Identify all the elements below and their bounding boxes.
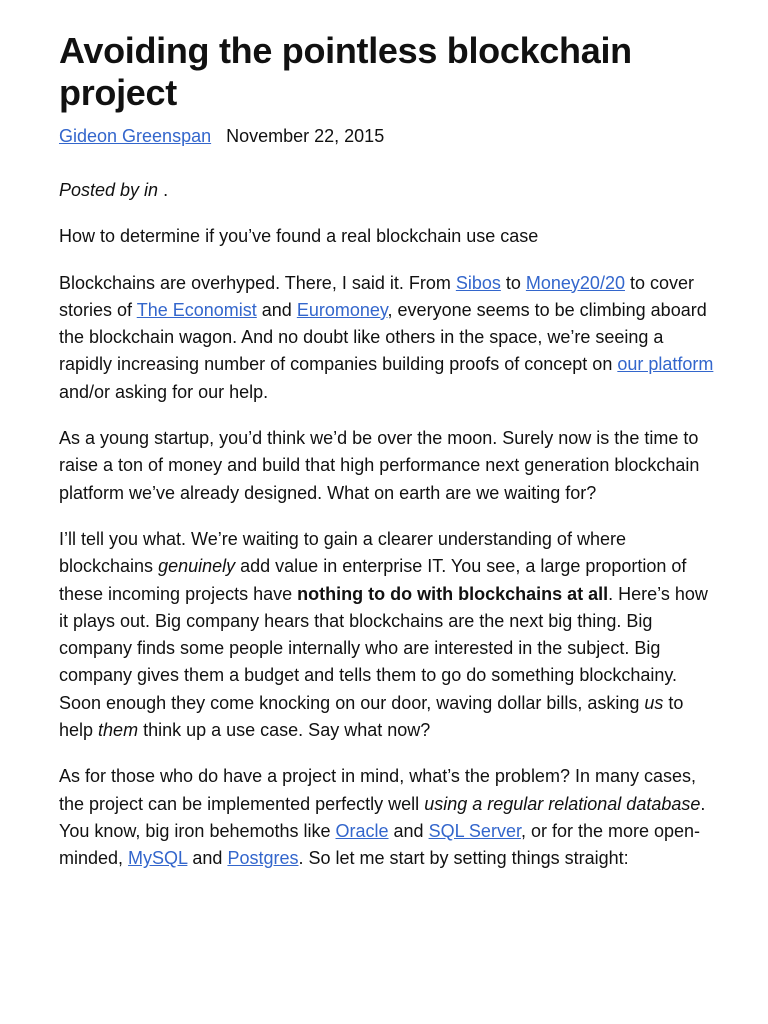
article-subtitle: How to determine if you’ve found a real blockchain use case bbox=[59, 226, 539, 247]
oracle-link[interactable]: Oracle bbox=[335, 820, 389, 841]
sql-server-link[interactable]: SQL Server bbox=[428, 820, 521, 841]
p1-text-6: and/or asking for our help. bbox=[59, 381, 269, 402]
economist-link[interactable]: The Economist bbox=[136, 299, 257, 320]
p3-text-4: to help bbox=[59, 692, 684, 741]
paragraph-3 bbox=[59, 526, 719, 744]
mysql-link[interactable]: MySQL bbox=[128, 848, 188, 869]
byline bbox=[59, 123, 719, 149]
p3-emphasis-us: us bbox=[644, 692, 664, 713]
p4-text-5: and bbox=[187, 848, 228, 869]
article bbox=[59, 30, 719, 873]
paragraph-1 bbox=[59, 270, 719, 406]
sibos-link[interactable]: Sibos bbox=[455, 272, 501, 293]
money2020-link[interactable]: Money20/20 bbox=[525, 272, 625, 293]
p3-emphasis-them: them bbox=[98, 720, 139, 741]
our-platform-link[interactable]: our platform bbox=[617, 354, 714, 375]
p1-text-1: Blockchains are overhyped. There, I said it. From bbox=[59, 272, 456, 293]
article-title: Avoiding the pointless blockchain project bbox=[59, 30, 632, 113]
p4-text-3: and bbox=[388, 820, 429, 841]
author-link[interactable]: Gideon Greenspan bbox=[59, 126, 212, 146]
paragraph-4 bbox=[59, 763, 719, 872]
p1-text-2: to bbox=[500, 272, 526, 293]
posted-by-dot: . bbox=[163, 180, 169, 200]
postgres-link[interactable]: Postgres bbox=[227, 848, 299, 869]
p4-emphasis-database: using a regular relational database bbox=[424, 793, 701, 814]
posted-by-line bbox=[59, 177, 719, 204]
p3-text-2: add value in enterprise IT. You see, a large proportion of these incoming projects have bbox=[59, 556, 687, 604]
euromoney-link[interactable]: Euromoney bbox=[296, 299, 388, 320]
p3-text-1: I’ll tell you what. We’re waiting to gain a clearer understanding of where blockchains bbox=[59, 528, 626, 577]
p3-text-3: . Here’s how it plays out. Big company hears that blockchains are the next big thing. Big company finds some people internally who are interested in the subject. Big company gives them a budget and tells them to go do something blockchainy. Soon enough they come knocking on our door, waving dollar bills, asking bbox=[59, 583, 708, 713]
publish-date: November 22, 2015 bbox=[226, 126, 385, 146]
p3-strong-nothing: nothing to do with blockchains at all bbox=[297, 583, 609, 604]
p3-emphasis-genuinely: genuinely bbox=[158, 556, 236, 577]
p1-text-4: and bbox=[256, 299, 297, 320]
p4-text-6: . So let me start by setting things straight: bbox=[298, 848, 629, 869]
p1-text-3: to cover stories of bbox=[59, 272, 694, 320]
paragraph-2: As a young startup, you’d think we’d be over the moon. Surely now is the time to raise a ton of money and build that high performance next generation blockchain platform we’ve already designed. What on earth are we waiting for? bbox=[59, 428, 700, 503]
posted-by-text: Posted by in bbox=[59, 180, 159, 200]
p3-text-5: think up a use case. Say what now? bbox=[138, 720, 431, 741]
p4-text-1: As for those who do have a project in mind, what’s the problem? In many cases, the project can be implemented perfectly well bbox=[59, 766, 697, 814]
p1-text-5: , everyone seems to be climbing aboard the blockchain wagon. And no doubt like others in the space, we’re seeing a rapidly increasing number of companies building proofs of concept on bbox=[59, 299, 707, 375]
p4-text-4: , or for the more open-minded, bbox=[59, 820, 701, 869]
p4-text-2: . You know, big iron behemoths like bbox=[59, 793, 706, 841]
